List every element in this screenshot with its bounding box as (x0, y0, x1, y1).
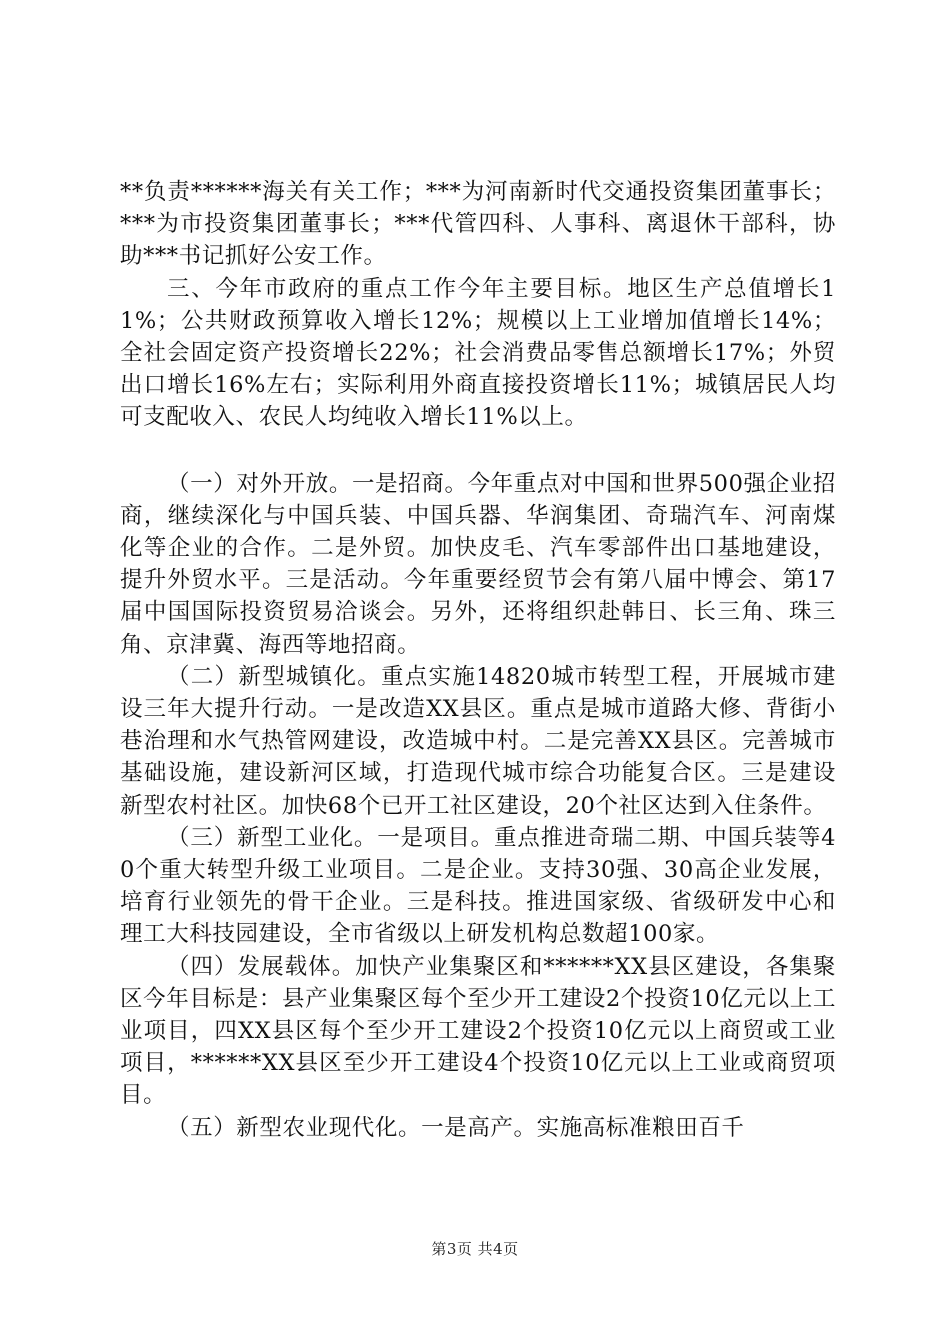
paragraph-industrialization: （三）新型工业化。一是项目。重点推进奇瑞二期、中国兵装等40个重大转型升级工业项目。二是企业。支持30强、30高企业发展，培育行业领先的骨干企业。三是科技。推进国家级、省级研发中心和理工大科技园建设，全市省级以上研发机构总数超100家。 (120, 824, 836, 948)
paragraph-leadership-duties: **负责******海关有关工作；***为河南新时代交通投资集团董事长；***为市投资集团董事长；***代管四科、人事科、离退休干部科，协助***书记抓好公安工作。 (120, 179, 836, 270)
paragraph-agriculture: （五）新型农业现代化。一是高产。实施高标准粮田百千 (167, 1114, 745, 1141)
document-body (120, 176, 836, 1144)
paragraph-main-targets: 三、今年市政府的重点工作今年主要目标。地区生产总值增长11%；公共财政预算收入增长12%；规模以上工业增加值增长14%；全社会固定资产投资增长22%；社会消费品零售总额增长17%；外贸出口增长16%左右；实际利用外商直接投资增长11%；城镇居民人均可支配收入、农民人均纯收入增长11%以上。 (120, 275, 836, 431)
paragraph-urbanization: （二）新型城镇化。重点实施14820城市转型工程，开展城市建设三年大提升行动。一是改造XX县区。重点是城市道路大修、背街小巷治理和水气热管网建设，改造城中村。二是完善XX县区。完善城市基础设施，建设新河区域，打造现代城市综合功能复合区。三是建设新型农村社区。加快68个已开工社区建设，20个社区达到入住条件。 (120, 663, 836, 819)
paragraph-opening-up: （一）对外开放。一是招商。今年重点对中国和世界500强企业招商，继续深化与中国兵装、中国兵器、华润集团、奇瑞汽车、河南煤化等企业的合作。二是外贸。加快皮毛、汽车零部件出口基地建设，提升外贸水平。三是活动。今年重要经贸节会有第八届中博会、第17届中国国际投资贸易洽谈会。另外，还将组织赴韩日、长三角、珠三角、京津冀、海西等地招商。 (120, 470, 836, 658)
page-number-footer: 第3页 共4页 (431, 1240, 519, 1258)
paragraph-development-carriers: （四）发展载体。加快产业集聚区和******XX县区建设，各集聚区今年目标是：县产业集聚区每个至少开工建设2个投资10亿元以上工业项目，四XX县区每个至少开工建设2个投资10亿元以上商贸或工业项目，******XX县区至少开工建设4个投资10亿元以上工业或商贸项目。 (120, 953, 836, 1109)
paragraph-spacer (120, 434, 836, 468)
